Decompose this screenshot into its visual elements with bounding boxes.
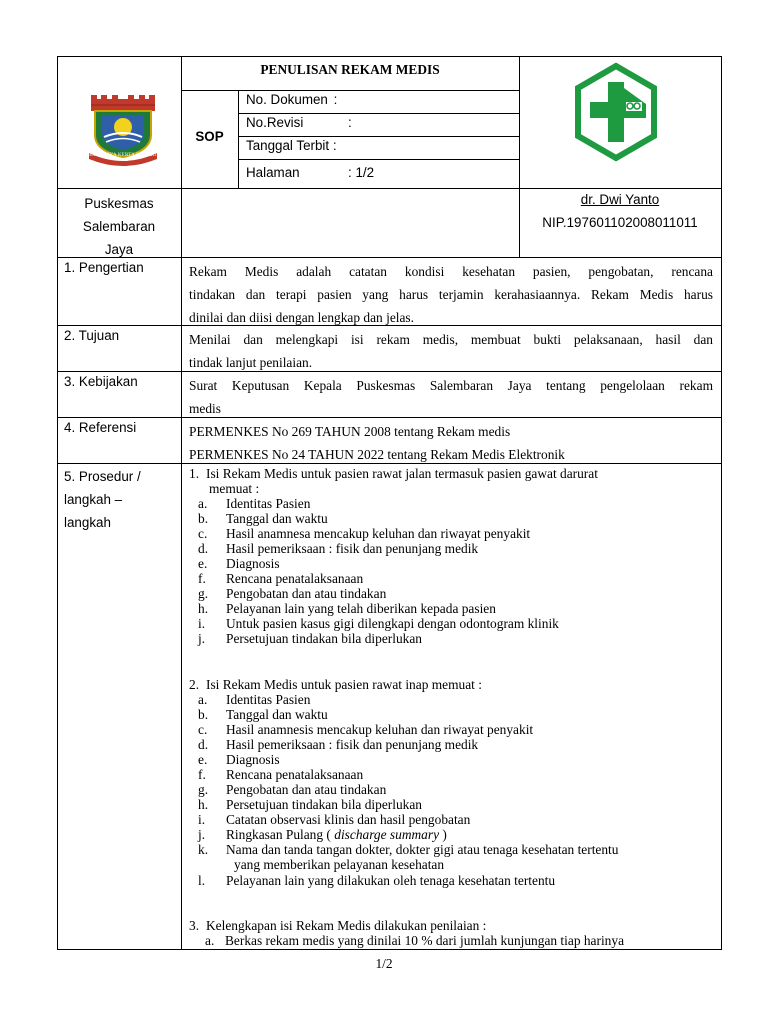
sub-marker: a. (198, 692, 208, 707)
sub-text: Rencana penatalaksanaan (226, 767, 364, 782)
sub-text: Ringkasan Pulang ( (226, 827, 331, 842)
sub-text: ) (442, 827, 447, 842)
section-label-referensi: 4. Referensi (64, 420, 137, 435)
item-text: Isi Rekam Medis untuk pasien rawat jalan termasuk pasien gawat darurat (206, 466, 598, 481)
section-body-tujuan (189, 328, 713, 374)
sub-marker: f. (198, 571, 206, 586)
sub-text: Catatan observasi klinis dan hasil pengobatan (226, 812, 471, 827)
sub-item (198, 782, 718, 797)
sub-marker: a. (205, 933, 215, 948)
label-line: 5. Prosedur / (64, 469, 141, 484)
field-no-revisi (246, 115, 352, 130)
section-body-kebijakan (189, 374, 713, 420)
document-title: PENULISAN REKAM MEDIS (260, 62, 440, 77)
field-label: No.Revisi (246, 115, 304, 130)
sub-text: Rencana penatalaksanaan (226, 571, 364, 586)
field-value: : 1/2 (348, 165, 375, 180)
body-line: Rekam Medis adalah catatan kondisi kesehatan pasien, pengobatan, rencana (189, 264, 713, 279)
sub-item (198, 722, 718, 737)
field-halaman (246, 165, 375, 180)
org-line: Jaya (104, 242, 134, 257)
sub-marker: i. (198, 616, 206, 631)
sub-text: Identitas Pasien (226, 692, 311, 707)
city-logo-ribbon-text: SEPEVARYA KERTA RAHARJA (87, 153, 161, 158)
sub-item (198, 737, 718, 752)
sub-item (198, 511, 718, 526)
label-line: langkah – (64, 492, 123, 507)
field-tanggal-terbit (246, 138, 337, 153)
puskesmas-logo (572, 62, 660, 162)
sub-item (205, 933, 733, 948)
sub-text: Pengobatan dan atau tindakan (226, 586, 387, 601)
sop-label: SOP (195, 129, 224, 144)
field-label: Halaman (246, 165, 300, 180)
sub-text: Identitas Pasien (226, 496, 311, 511)
sub-text-italic: discharge summary (334, 827, 440, 842)
procedure-item (189, 677, 717, 692)
sub-marker: f. (198, 767, 206, 782)
sub-text: Hasil anamnesis mencakup keluhan dan riwayat penyakit (226, 722, 534, 737)
signer-nip: NIP.197601102008011011 (542, 215, 698, 230)
org-line: Salembaran (82, 219, 156, 234)
signer-name: dr. Dwi Yanto (580, 192, 660, 207)
sub-marker: j. (198, 827, 206, 842)
body-line: PERMENKES No 269 TAHUN 2008 tentang Rekam medis (189, 424, 511, 439)
sub-item (198, 541, 718, 556)
sub-item (198, 496, 718, 511)
section-label-kebijakan: 3. Kebijakan (64, 374, 138, 389)
sub-text: Diagnosis (226, 556, 280, 571)
field-value: : (332, 138, 337, 153)
sub-item (198, 842, 718, 857)
sub-text: Nama dan tanda tangan dokter, dokter gigi atau tenaga kesehatan tertentu (226, 842, 619, 857)
section-body-pengertian (189, 260, 713, 329)
body-line: Menilai dan melengkapi isi rekam medis, membuat bukti pelaksanaan, hasil dan (189, 332, 713, 347)
sub-item (198, 586, 718, 601)
sub-text: Persetujuan tindakan bila diperlukan (226, 797, 422, 812)
sub-item (198, 752, 718, 767)
procedure-item (189, 466, 717, 481)
field-value: : (333, 92, 338, 107)
sub-text: Hasil pemeriksaan : fisik dan penunjang medik (226, 541, 479, 556)
org-name (57, 192, 181, 261)
sub-text: Hasil pemeriksaan : fisik dan penunjang medik (226, 737, 479, 752)
sub-item (198, 631, 718, 646)
item-text: Isi Rekam Medis untuk pasien rawat inap memuat : (206, 677, 482, 692)
sub-marker: c. (198, 722, 208, 737)
field-no-dokumen (246, 92, 337, 107)
sub-marker: h. (198, 797, 209, 812)
item-text: Kelengkapan isi Rekam Medis dilakukan penilaian : (206, 918, 487, 933)
body-line: tindak lanjut penilaian. (189, 355, 313, 370)
item-number: 2. (189, 677, 200, 692)
sub-item (198, 797, 718, 812)
sub-item-cont: yang memberikan pelayanan kesehatan (234, 857, 445, 872)
sub-text: Diagnosis (226, 752, 280, 767)
sub-text: Berkas rekam medis yang dinilai 10 % dari jumlah kunjungan tiap harinya (225, 933, 625, 948)
section-body-referensi (189, 420, 713, 466)
sub-marker: d. (198, 541, 209, 556)
sub-item (198, 571, 718, 586)
section-label-tujuan: 2. Tujuan (64, 328, 120, 343)
sub-marker: k. (198, 842, 209, 857)
sub-text: Hasil anamnesa mencakup keluhan dan riwayat penyakit (226, 526, 531, 541)
sub-text: Pelayanan lain yang telah diberikan kepada pasien (226, 601, 496, 616)
item-number: 1. (189, 466, 200, 481)
body-line: tindakan dan terapi pasien yang harus terjamin kerahasiaannya. Rekam Medis harus (189, 287, 713, 302)
procedure-item (189, 918, 717, 933)
sub-item (198, 616, 718, 631)
body-line: medis (189, 401, 221, 416)
sub-marker: e. (198, 752, 208, 767)
sub-text: Pelayanan lain yang dilakukan oleh tenaga kesehatan tertentu (226, 873, 556, 888)
sub-text: Untuk pasien kasus gigi dilengkapi dengan odontogram klinik (226, 616, 559, 631)
sub-marker: c. (198, 526, 208, 541)
sub-item (198, 526, 718, 541)
sub-marker: i. (198, 812, 206, 827)
item-number: 3. (189, 918, 200, 933)
sub-item (198, 873, 718, 888)
sub-marker: a. (198, 496, 208, 511)
sub-item (198, 692, 718, 707)
sub-item (198, 707, 718, 722)
sub-marker: b. (198, 707, 209, 722)
body-line: dinilai dan diisi dengan lengkap dan jelas. (189, 310, 414, 325)
sub-item (198, 812, 718, 827)
field-label: No. Dokumen (246, 92, 328, 107)
sub-marker: b. (198, 511, 209, 526)
section-label-prosedur (64, 465, 141, 534)
sub-text: Persetujuan tindakan bila diperlukan (226, 631, 422, 646)
body-line: Surat Keputusan Kepala Puskesmas Salembaran Jaya tentang pengelolaan rekam (189, 378, 713, 393)
sub-marker: j. (198, 631, 206, 646)
sub-marker: h. (198, 601, 209, 616)
sub-marker: l. (198, 873, 206, 888)
sub-marker: e. (198, 556, 208, 571)
section-label-pengertian: 1. Pengertian (64, 260, 144, 275)
sub-marker: g. (198, 586, 209, 601)
sub-item (198, 556, 718, 571)
field-value: : (348, 115, 352, 130)
sub-item (198, 827, 718, 842)
org-line: Puskesmas (84, 196, 154, 211)
sub-marker: g. (198, 782, 209, 797)
sub-text: Pengobatan dan atau tindakan (226, 782, 387, 797)
sub-text: Tanggal dan waktu (226, 511, 328, 526)
sub-item (198, 601, 718, 616)
sub-item (198, 767, 718, 782)
sub-marker: d. (198, 737, 209, 752)
label-line: langkah (64, 515, 111, 530)
field-label: Tanggal Terbit (246, 138, 330, 153)
page-number: 1/2 (375, 956, 393, 971)
sub-text: Tanggal dan waktu (226, 707, 328, 722)
body-line: PERMENKES No 24 TAHUN 2022 tentang Rekam Medis Elektronik (189, 447, 565, 462)
procedure-item-cont: memuat : (209, 481, 260, 496)
